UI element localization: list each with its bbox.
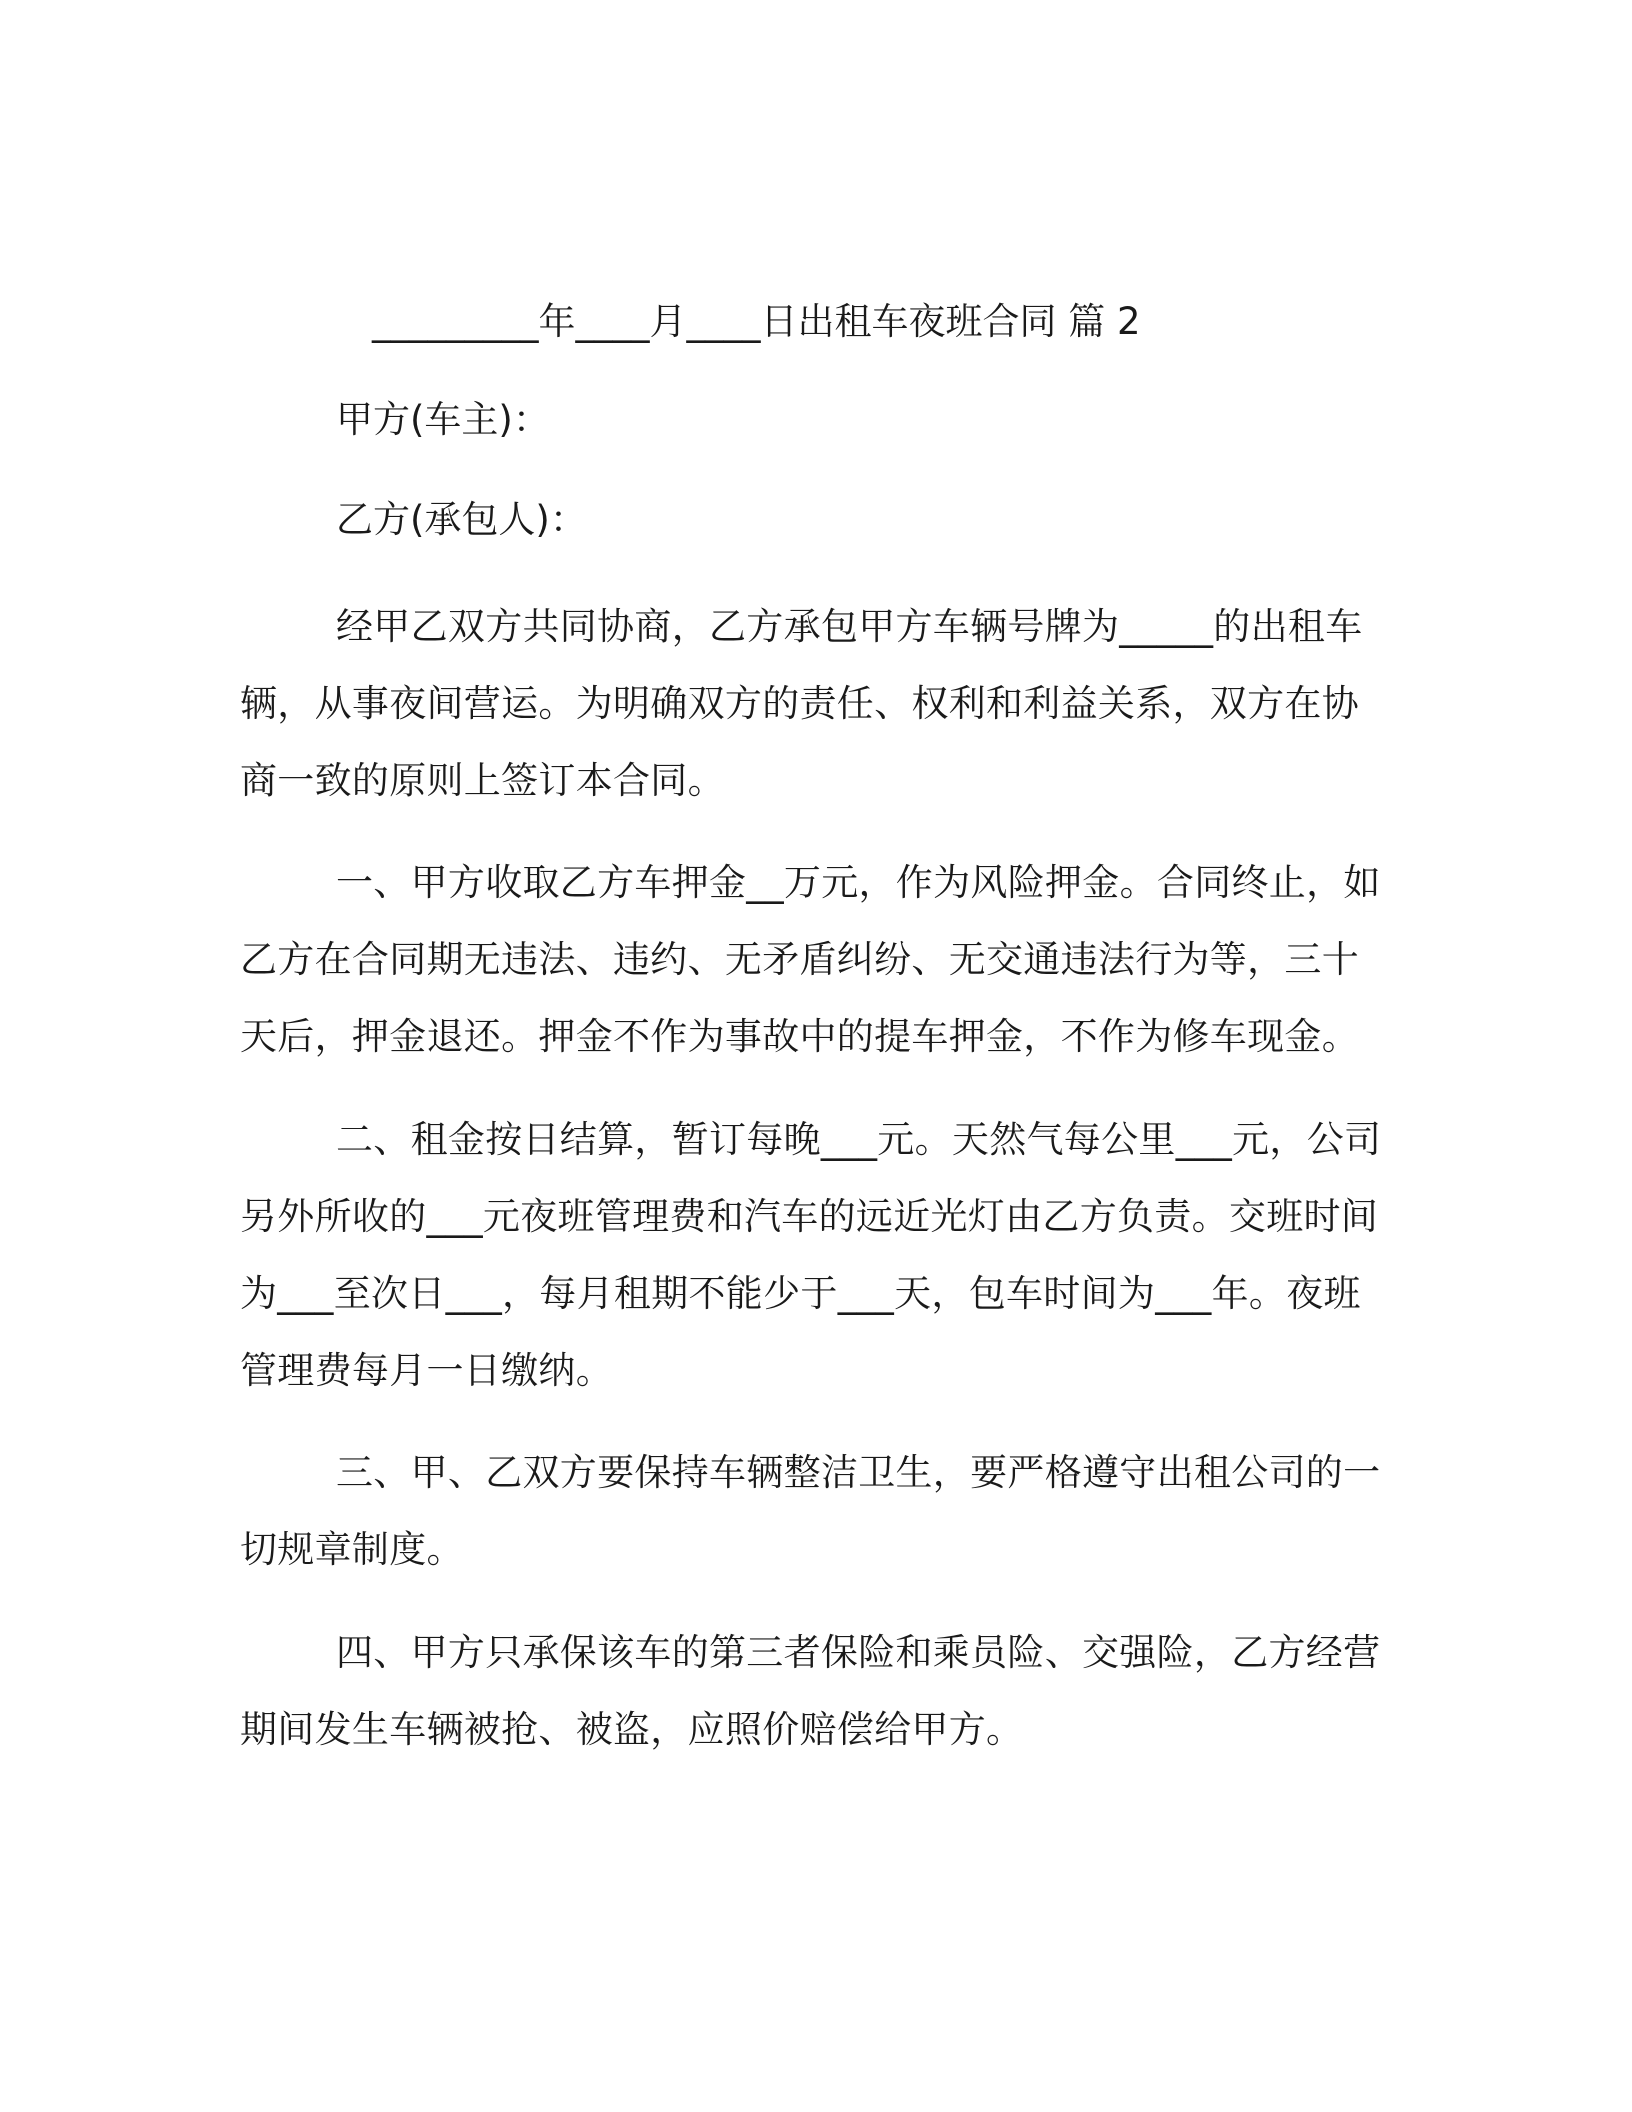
party-a-line: 甲方(车主)： [336,398,550,441]
clause-3: 三、甲、乙双方要保持车辆整洁卫生，要严格遵守出租公司的一切规章制度。 [240,1451,1381,1571]
clause-2: 二、租金按日结算，暂订每晚___元。天然气每公里___元，公司另外所收的___元夜班管理费和汽车的远近光灯由乙方负责。交班时间为___至次日___，每月租期不能少于___天，包车时间为___年。夜班管理费每月一日缴纳。 [240,1118,1382,1392]
clause-4: 四、甲方只承保该车的第三者保险和乘员险、交强险，乙方经营期间发生车辆被抢、被盗，应照价赔偿给甲方。 [240,1631,1381,1751]
party-b-line: 乙方(承包人)： [336,498,587,541]
intro-paragraph: 经甲乙双方共同协商，乙方承包甲方车辆号牌为_____的出租车辆，从事夜间营运。为明确双方的责任、权利和利益关系，双方在协商一致的原则上签订本合同。 [240,605,1363,802]
document-title: _________年____月____日出租车夜班合同 篇 2 [372,300,1141,343]
clause-1: 一、甲方收取乙方车押金__万元，作为风险押金。合同终止，如乙方在合同期无违法、违约、无矛盾纠纷、无交通违法行为等，三十天后，押金退还。押金不作为事故中的提车押金，不作为修车现金。 [240,861,1381,1058]
